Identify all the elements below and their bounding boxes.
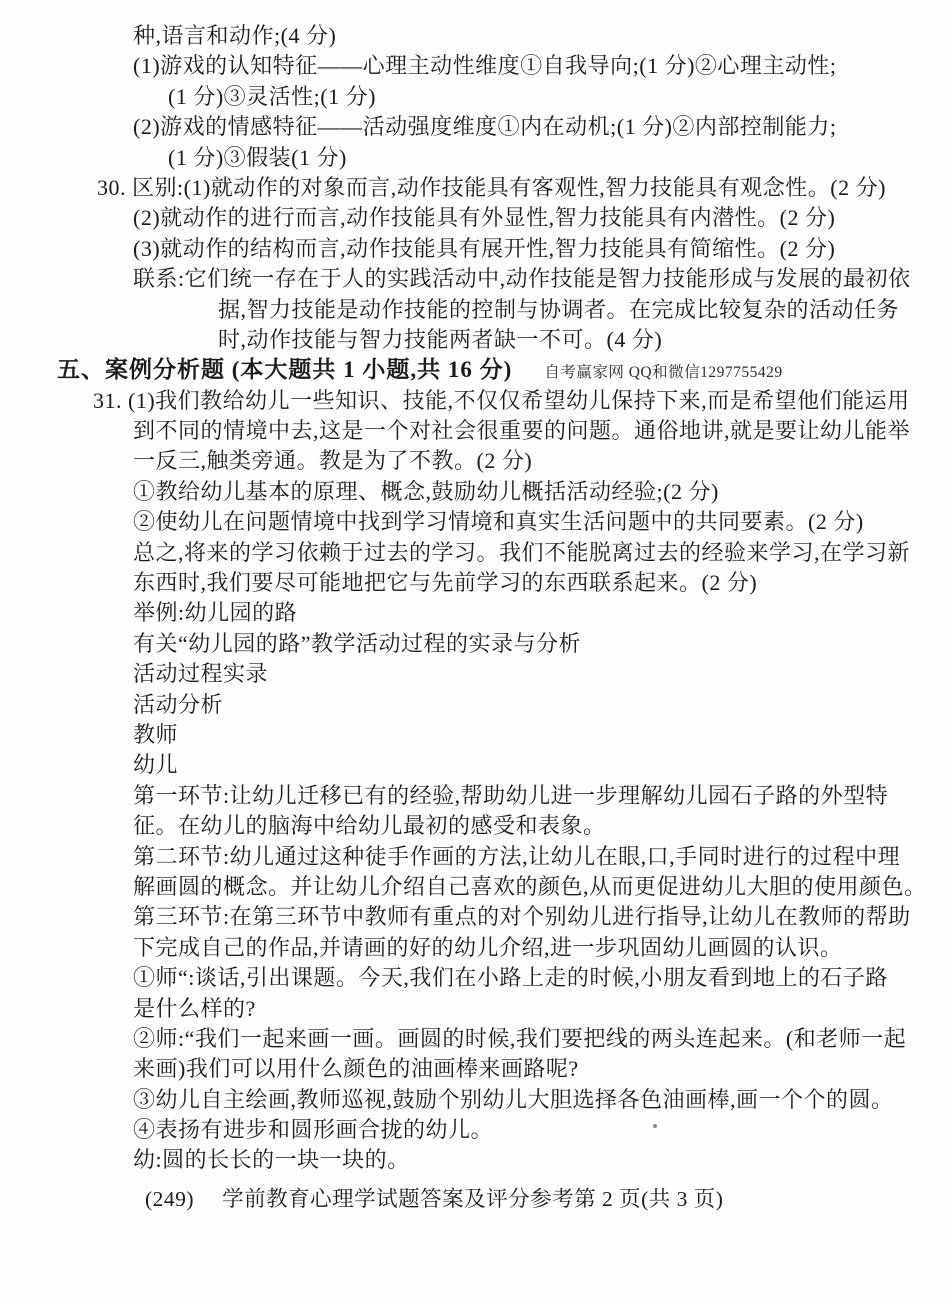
answer-line (0, 21, 947, 51)
line-text: (1)游戏的认知特征——心理主动性维度①自我导向;(1 分)②心理主动性; (133, 53, 837, 79)
answer-line-q31 (0, 386, 947, 416)
answer-line (0, 1024, 947, 1054)
line-text: ②使幼儿在问题情境中找到学习情境和真实生活问题中的共同要素。(2 分) (133, 509, 864, 535)
document-lines (0, 21, 947, 1176)
line-text: 解画圆的概念。并让幼儿介绍自己喜欢的颜色,从而更促进幼儿大胆的使用颜色。 (133, 873, 927, 899)
line-text: 征。在幼儿的脑海中给幼儿最初的感受和表象。 (133, 813, 606, 839)
line-text: (2)就动作的进行而言,动作技能具有外显性,智力技能具有内潜性。(2 分) (133, 205, 836, 231)
answer-line (0, 143, 947, 173)
section-5-header (0, 355, 947, 385)
answer-line (0, 842, 947, 872)
answer-line (0, 295, 947, 325)
line-text: 时,动作技能与智力技能两者缺一不可。(4 分) (218, 326, 663, 352)
line-text: (3)就动作的结构而言,动作技能具有展开性,智力技能具有简缩性。(2 分) (133, 235, 836, 261)
line-text: 第一环节:让幼儿迁移已有的经验,帮助幼儿进一步理解幼儿园石子路的外型特 (133, 782, 889, 808)
paper-code: (249) (145, 1186, 195, 1211)
line-text: 种,语言和动作;(4 分) (133, 23, 337, 48)
line-text: ④表扬有进步和圆形画合拢的幼儿。 (133, 1117, 494, 1143)
answer-line (0, 811, 947, 841)
line-text: 教师 (133, 721, 179, 747)
answer-line (0, 538, 947, 568)
line-text: 五、案例分析题 (本大题共 1 小题,共 16 分) (57, 357, 513, 383)
answer-line (0, 598, 947, 628)
answer-line (0, 994, 947, 1024)
answer-line (0, 568, 947, 598)
line-text: 第三环节:在第三环节中教师有重点的对个别幼儿进行指导,让幼儿在教师的帮助 (133, 904, 911, 930)
answer-line (0, 902, 947, 932)
answer-line (0, 51, 947, 81)
line-text: 举例:幼儿园的路 (133, 600, 298, 626)
line-text: (2)游戏的情感特征——活动强度维度①内在动机;(1 分)②内部控制能力; (133, 114, 837, 140)
line-text: 活动分析 (133, 691, 224, 717)
answer-line (0, 933, 947, 963)
answer-line (0, 325, 947, 355)
line-text: 联系:它们统一存在于人的实践活动中,动作技能是智力技能形成与发展的最初依 (133, 266, 911, 292)
answer-line (0, 1054, 947, 1084)
line-text: (1 分)③灵活性;(1 分) (168, 83, 376, 109)
answer-line (0, 507, 947, 537)
line-text: 幼儿 (133, 752, 179, 778)
answer-line (0, 1085, 947, 1115)
line-text: 到不同的情境中去,这是一个对社会很重要的问题。通俗地讲,就是要让幼儿能举 (133, 418, 911, 444)
line-text: ②师:“我们一起来画一画。画圆的时候,我们要把线的两头连起来。(和老师一起 (133, 1025, 907, 1051)
line-text: 幼:圆的长长的一块一块的。 (133, 1147, 410, 1173)
answer-line (0, 963, 947, 993)
answer-line (0, 477, 947, 507)
watermark-text: 自考赢家网 QQ和微信1297755429 (544, 364, 783, 382)
answer-line (0, 264, 947, 294)
answer-line (0, 1115, 947, 1145)
scan-artifact-dot (653, 1124, 657, 1128)
line-text: 一反三,触类旁通。教是为了不教。(2 分) (133, 448, 533, 474)
line-text: ①教给幼儿基本的原理、概念,鼓励幼儿概括活动经验;(2 分) (133, 478, 719, 504)
line-text: 31. (1)我们教给幼儿一些知识、技能,不仅仅希望幼儿保持下来,而是希望他们能运用 (93, 387, 910, 413)
footer-title: 学前教育心理学试题答案及评分参考第 2 页(共 3 页) (222, 1186, 724, 1211)
line-text: 有关“幼儿园的路”教学活动过程的实录与分析 (133, 630, 582, 656)
line-text: (1 分)③假装(1 分) (168, 144, 347, 170)
answer-line (0, 446, 947, 476)
line-text: 总之,将来的学习依赖于过去的学习。我们不能脱离过去的经验来学习,在学习新 (133, 539, 911, 565)
answer-line (0, 82, 947, 112)
line-text: 下完成自己的作品,并请画的好的幼儿介绍,进一步巩固幼儿画圆的认识。 (133, 934, 843, 960)
answer-line (0, 690, 947, 720)
line-text: 来画)我们可以用什么颜色的油画棒来画路呢? (133, 1056, 579, 1082)
answer-line (0, 781, 947, 811)
answer-line (0, 659, 947, 689)
page-footer (0, 1184, 947, 1214)
line-text: 30. 区别:(1)就动作的对象而言,动作技能具有客观性,智力技能具有观念性。(2 分) (97, 174, 886, 200)
answer-line (0, 234, 947, 264)
line-text: ③幼儿自主绘画,教师巡视,鼓励个别幼儿大胆选择各色油画棒,画一个个的圆。 (133, 1086, 894, 1112)
line-text: 东西时,我们要尽可能地把它与先前学习的东西联系起来。(2 分) (133, 570, 758, 596)
line-text: 活动过程实录 (133, 661, 269, 687)
answer-line (0, 629, 947, 659)
answer-line-q30 (0, 173, 947, 203)
answer-line (0, 872, 947, 902)
answer-line (0, 750, 947, 780)
answer-line (0, 416, 947, 446)
answer-line (0, 112, 947, 142)
line-text: ①师“:谈话,引出课题。今天,我们在小路上走的时候,小朋友看到地上的石子路 (133, 965, 888, 991)
answer-line (0, 1145, 947, 1175)
line-text: 是什么样的? (133, 995, 256, 1021)
answer-line (0, 203, 947, 233)
line-text: 第二环节:幼儿通过这种徒手作画的方法,让幼儿在眼,口,手同时进行的过程中理 (133, 843, 901, 869)
answer-line (0, 720, 947, 750)
line-text: 据,智力技能是动作技能的控制与协调者。在完成比较复杂的活动任务 (218, 296, 900, 322)
